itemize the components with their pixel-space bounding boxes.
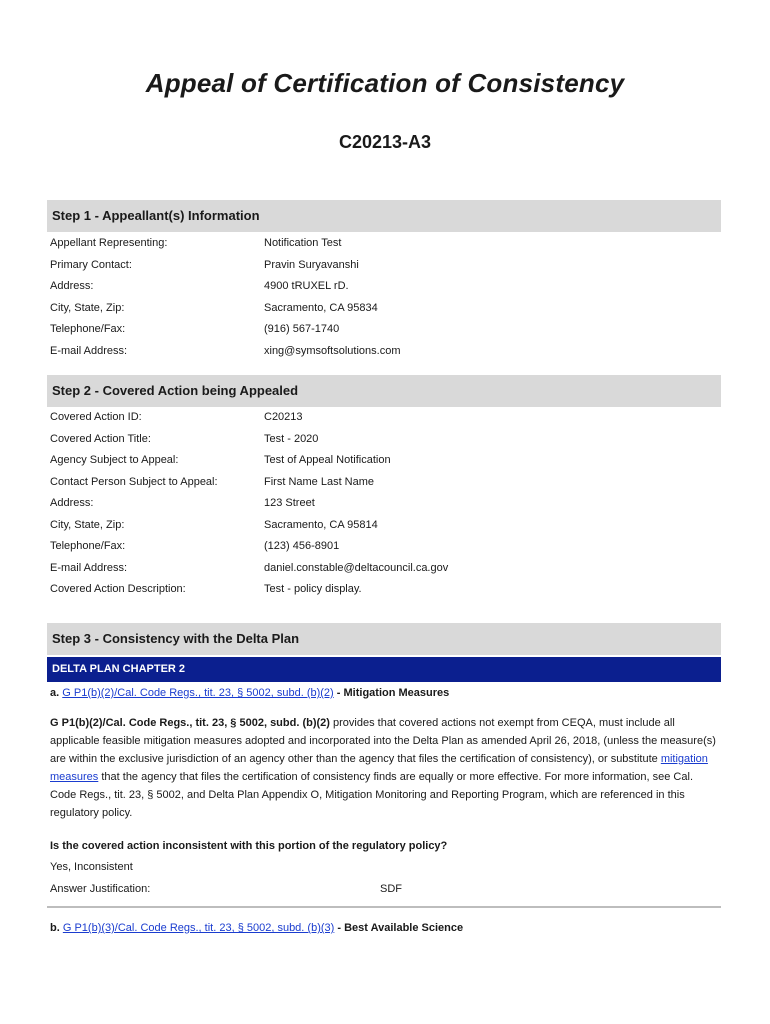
field-label: Telephone/Fax:: [50, 323, 126, 335]
justification-value: SDF: [380, 883, 402, 895]
field-label: Agency Subject to Appeal:: [50, 454, 179, 466]
field-value: Test - 2020: [264, 432, 319, 445]
field-value: (123) 456-8901: [264, 540, 340, 552]
field-label: Address:: [50, 280, 94, 292]
field-label: Contact Person Subject to Appeal:: [50, 475, 218, 488]
field-value: C20213: [264, 411, 303, 423]
justification-label: Answer Justification:: [50, 883, 151, 895]
step1-row-primary-contact: [50, 256, 720, 278]
field-value: (916) 567-1740: [264, 323, 340, 335]
step2-row-address: [50, 494, 720, 516]
step3-header: Step 3 - Consistency with the Delta Plan: [47, 623, 721, 655]
paragraph-text-1: provides that covered actions not exempt from CEQA, must include all applicable feasible mitigation measures adopted and incorporated into the Delta Plan as amended April 26, 2018, (unless the measure(s) are within the exclusive jurisdiction of an agency other than the agency that files the certification of consistency), or substitute: [50, 717, 716, 765]
policy-paragraph: [50, 714, 722, 822]
chapter-bar: DELTA PLAN CHAPTER 2: [47, 657, 721, 682]
step2-row-email: [50, 559, 720, 581]
field-label: Covered Action Description:: [50, 583, 186, 595]
step1-row-appellant: [50, 234, 720, 256]
item-prefix: a.: [50, 687, 60, 699]
field-value: xing@symsoftsolutions.com: [264, 344, 401, 357]
field-label: Covered Action ID:: [50, 411, 142, 423]
step2-row-contact-person: [50, 473, 720, 495]
consistency-answer: Yes, Inconsistent: [50, 861, 133, 873]
step1-header: Step 1 - Appeallant(s) Information: [47, 200, 721, 232]
step2-row-action-title: [50, 430, 720, 452]
step1-row-telephone: [50, 320, 720, 342]
field-value: 123 Street: [264, 497, 315, 509]
mitigation-measures-link[interactable]: mitigation measures: [50, 753, 708, 783]
item-prefix: b.: [50, 922, 60, 934]
policy-item-a: [50, 687, 449, 699]
field-value: First Name Last Name: [264, 475, 375, 488]
field-label: City, State, Zip:: [50, 301, 125, 314]
policy-link-b[interactable]: G P1(b)(3)/Cal. Code Regs., tit. 23, § 5002, subd. (b)(3): [62, 922, 335, 934]
field-label: Telephone/Fax:: [50, 540, 126, 552]
field-label: Covered Action Title:: [50, 432, 151, 445]
page-title: Appeal of Certification of Consistency: [145, 68, 625, 98]
field-label: E-mail Address:: [50, 344, 128, 357]
step1-row-city-state-zip: [50, 299, 720, 321]
field-label: E-mail Address:: [50, 561, 128, 574]
field-label: City, State, Zip:: [50, 518, 125, 531]
step2-row-telephone: [50, 537, 720, 559]
field-value: 4900 tRUXEL rD.: [264, 280, 349, 292]
paragraph-lead: G P1(b)(2)/Cal. Code Regs., tit. 23, § 5002, subd. (b)(2): [50, 717, 330, 729]
step2-row-city-state-zip: [50, 516, 720, 538]
policy-link-a[interactable]: G P1(b)(2)/Cal. Code Regs., tit. 23, § 5002, subd. (b)(2): [62, 687, 334, 699]
step2-header: Step 2 - Covered Action being Appealed: [47, 375, 721, 407]
section-divider: [47, 906, 721, 908]
field-value: Sacramento, CA 95814: [264, 518, 378, 531]
field-value: Pravin Suryavanshi: [264, 258, 359, 271]
step2-rows: [50, 408, 720, 602]
field-value: daniel.constable@deltacouncil.ca.gov: [264, 561, 449, 574]
field-label: Appellant Representing:: [50, 237, 168, 249]
field-value: Sacramento, CA 95834: [264, 301, 378, 314]
step2-row-action-id: [50, 408, 720, 430]
field-value: Test of Appeal Notification: [264, 454, 391, 466]
field-value: Test - policy display.: [264, 583, 362, 595]
step1-rows: [50, 234, 720, 363]
policy-item-b: [50, 922, 463, 934]
step1-row-address: [50, 277, 720, 299]
field-label: Address:: [50, 497, 94, 509]
item-suffix: - Best Available Science: [337, 922, 464, 934]
step1-row-email: [50, 342, 720, 364]
field-value: Notification Test: [264, 237, 342, 249]
consistency-question: Is the covered action inconsistent with this portion of the regulatory policy?: [50, 840, 448, 852]
step2-row-agency: [50, 451, 720, 473]
document-id: C20213-A3: [338, 132, 432, 152]
field-label: Primary Contact:: [50, 258, 132, 271]
paragraph-text-2: that the agency that files the certification of consistency finds are equally or more effective. For more information, see Cal. Code Regs., tit. 23, § 5002, and Delta Plan Appendix O, Mitigation Monitoring and Reporting Program, which are referenced in this regulatory policy.: [50, 771, 693, 819]
step2-row-description: [50, 580, 720, 602]
item-suffix: - Mitigation Measures: [336, 687, 450, 699]
